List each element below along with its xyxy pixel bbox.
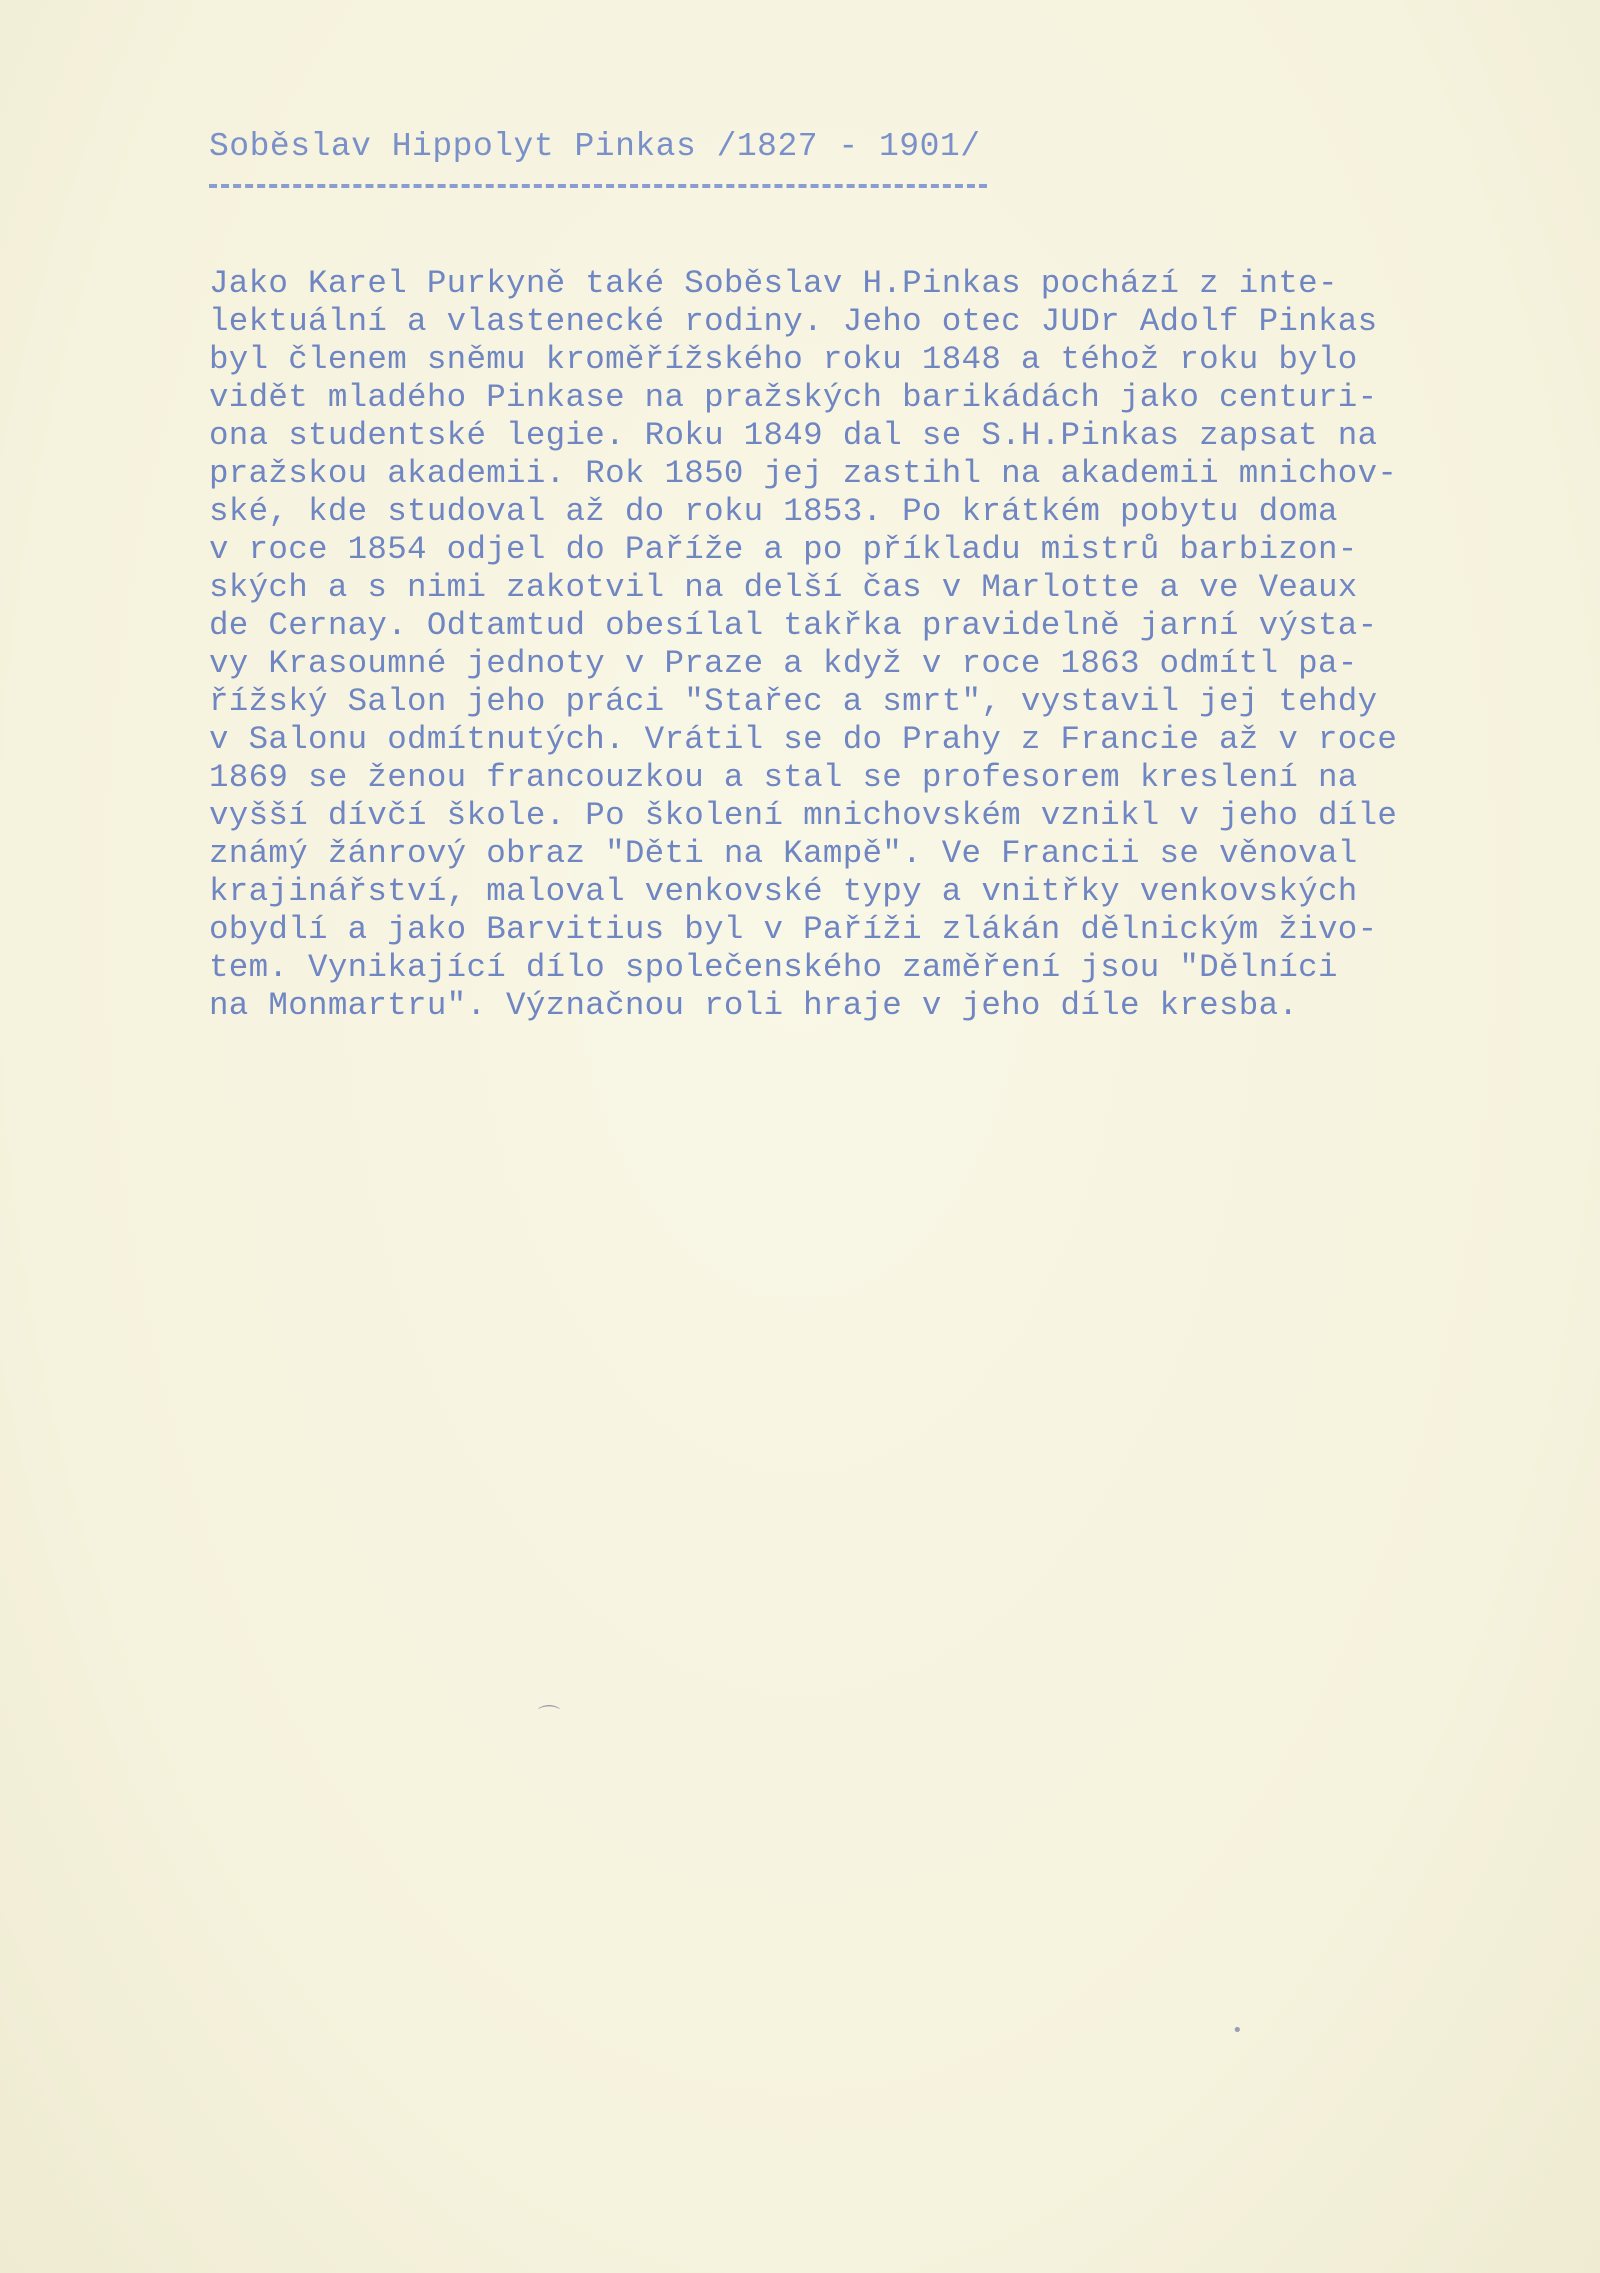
text-line: v Salonu odmítnutých. Vrátil se do Prahy z Francie až v roce — [209, 721, 1398, 758]
text-line: obydlí a jako Barvitius byl v Paříži zlákán dělnickým živo- — [209, 911, 1378, 948]
text-line: Jako Karel Purkyně také Soběslav H.Pinkas pochází z inte- — [209, 265, 1338, 302]
text-line: ských a s nimi zakotvil na delší čas v Marlotte a ve Veaux — [209, 569, 1358, 606]
text-line: řížský Salon jeho práci "Stařec a smrt", vystavil jej tehdy — [209, 683, 1378, 720]
text-line: ské, kde studoval až do roku 1853. Po krátkém pobytu doma — [209, 493, 1338, 530]
text-line: de Cernay. Odtamtud obesílal takřka pravidelně jarní výsta- — [209, 607, 1378, 644]
title-underline — [209, 184, 987, 188]
text-line: na Monmartru". Význačnou roli hraje v jeho díle kresba. — [209, 987, 1299, 1024]
paper-speck: • — [1232, 2020, 1243, 2041]
text-line: lektuální a vlastenecké rodiny. Jeho otec JUDr Adolf Pinkas — [209, 303, 1378, 340]
text-line: vidět mladého Pinkase na pražských barikádách jako centuri- — [209, 379, 1378, 416]
text-line: vyšší dívčí škole. Po školení mnichovském vznikl v jeho díle — [209, 797, 1398, 834]
text-line: známý žánrový obraz "Děti na Kampě". Ve Francii se věnoval — [209, 835, 1358, 872]
text-line: v roce 1854 odjel do Paříže a po příkladu mistrů barbizon- — [209, 531, 1358, 568]
pencil-mark: ⌒ — [538, 1705, 561, 1730]
text-line: tem. Vynikající dílo společenského zaměření jsou "Dělníci — [209, 949, 1338, 986]
document-title: Soběslav Hippolyt Pinkas /1827 - 1901/ — [209, 128, 981, 165]
text-line: krajinářství, maloval venkovské typy a vnitřky venkovských — [209, 873, 1358, 910]
text-line: byl členem sněmu kroměřížského roku 1848 a téhož roku bylo — [209, 341, 1358, 378]
text-line: ona studentské legie. Roku 1849 dal se S.H.Pinkas zapsat na — [209, 417, 1378, 454]
text-line: 1869 se ženou francouzkou a stal se profesorem kreslení na — [209, 759, 1358, 796]
text-line: vy Krasoumné jednoty v Praze a když v roce 1863 odmítl pa- — [209, 645, 1358, 682]
text-line: pražskou akademii. Rok 1850 jej zastihl na akademii mnichov- — [209, 455, 1398, 492]
body-paragraph — [209, 265, 1439, 1025]
